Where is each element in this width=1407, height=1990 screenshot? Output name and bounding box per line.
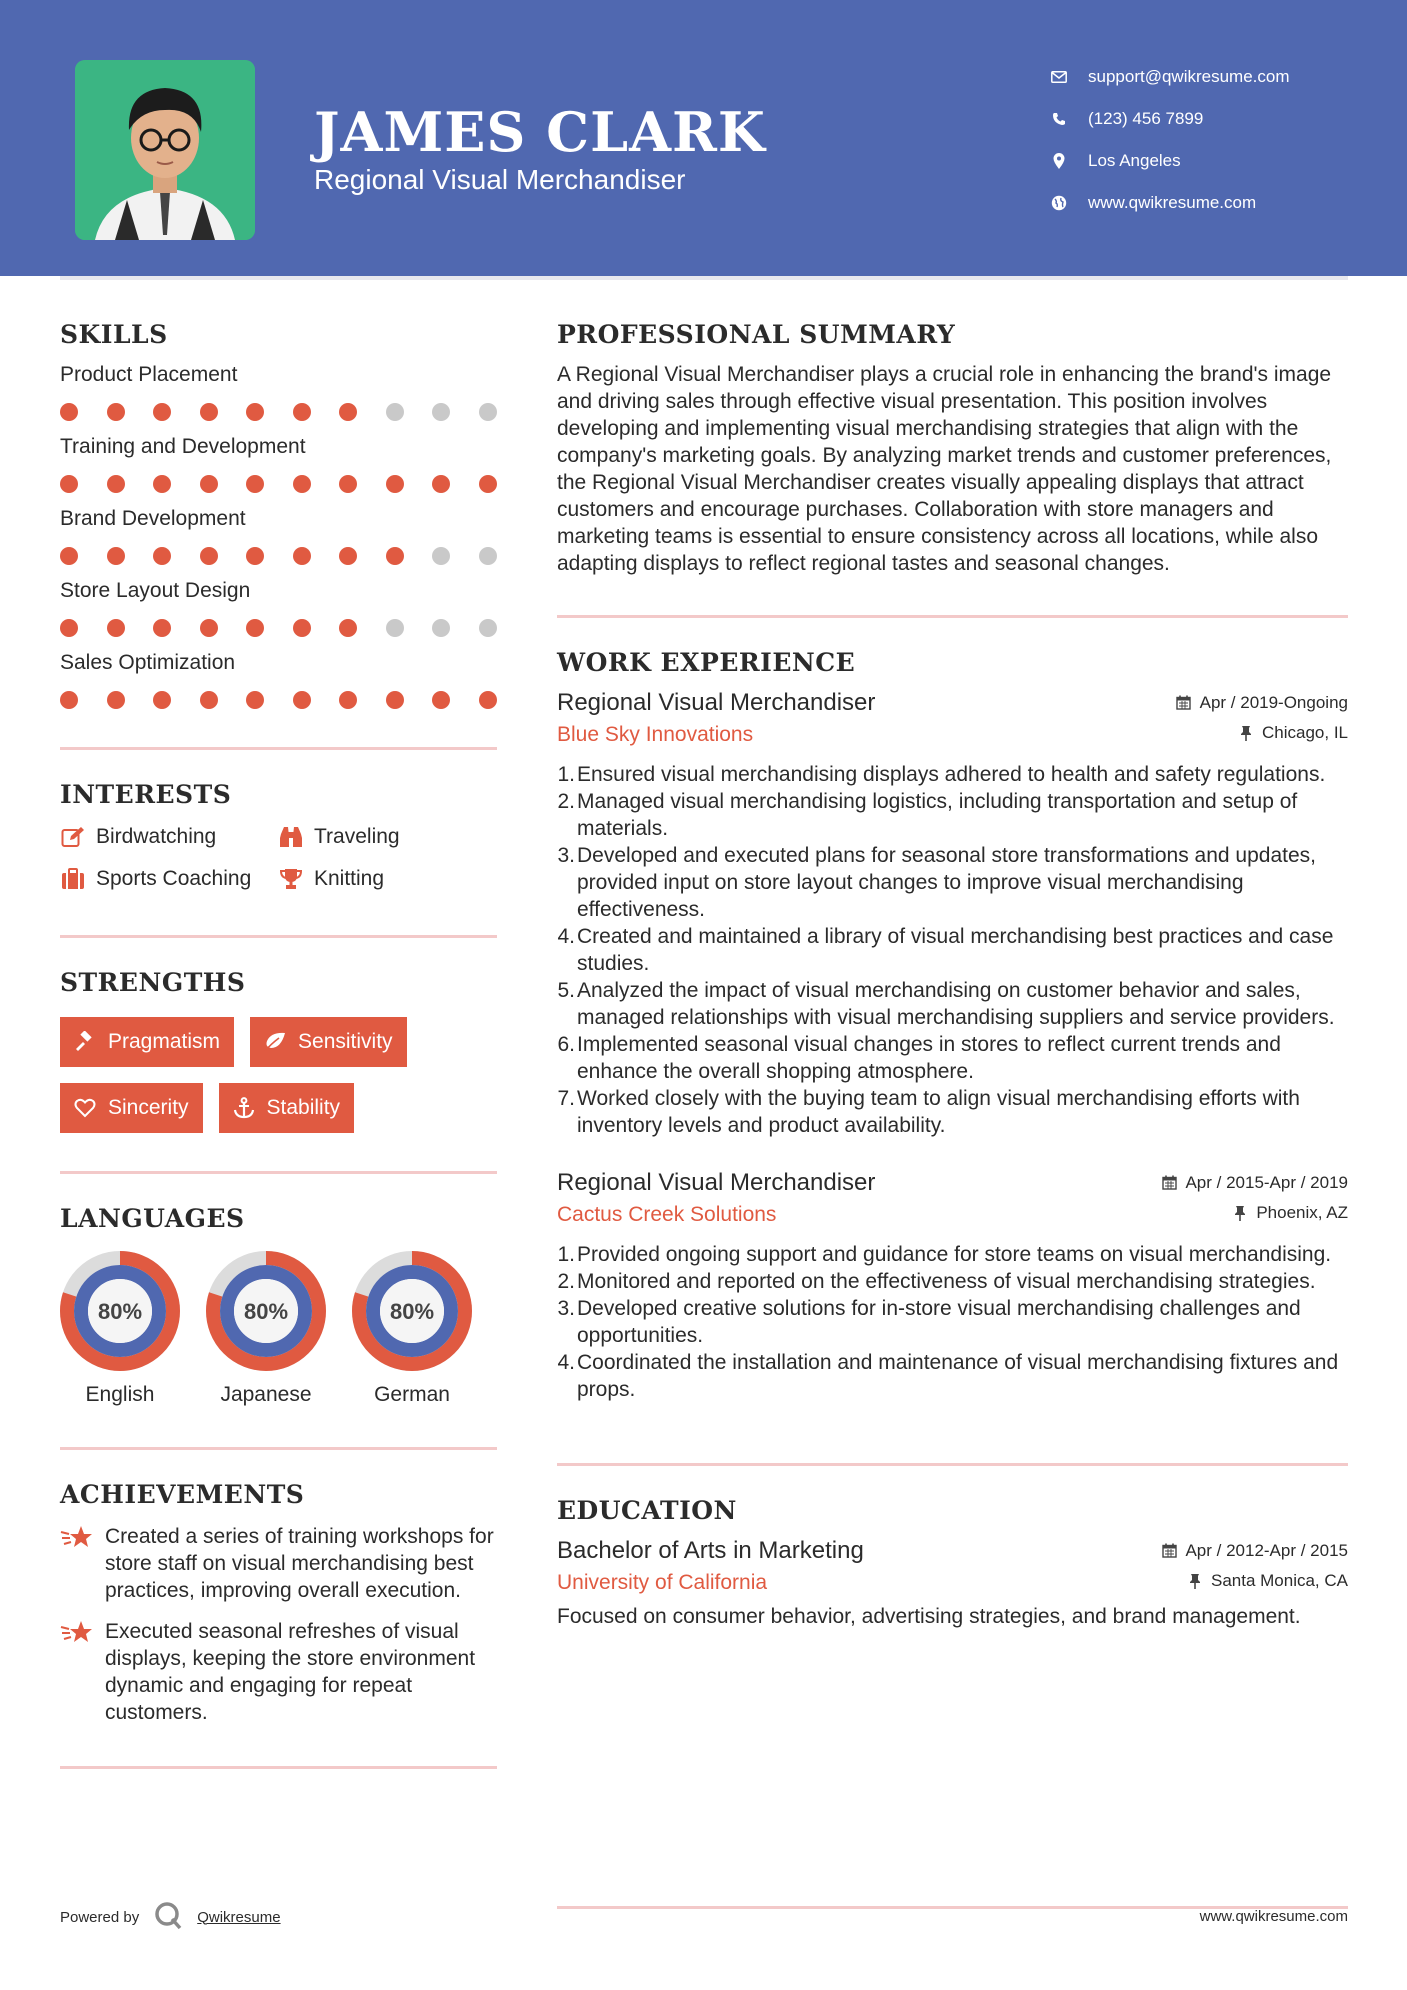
job-company: Blue Sky Innovations bbox=[557, 723, 754, 746]
skill-name: Store Layout Design bbox=[60, 579, 251, 602]
qwikresume-link[interactable]: Qwikresume bbox=[197, 1908, 281, 1926]
phone-icon bbox=[1050, 110, 1068, 128]
job-bullet: 5. Analyzed the impact of visual merchandising on customer behavior and sales, managed relationships with visual merchandising suppliers and service providers. bbox=[557, 979, 1335, 1029]
languages-section bbox=[60, 1204, 497, 1407]
contact-phone-text: (123) 456 7899 bbox=[1088, 109, 1204, 128]
map-pin-icon bbox=[1050, 152, 1068, 170]
achievement-item bbox=[60, 1618, 497, 1726]
experience-section bbox=[557, 648, 1348, 1403]
globe-icon bbox=[1050, 194, 1068, 212]
anchor-icon bbox=[231, 1096, 257, 1120]
trophy-icon bbox=[278, 867, 304, 891]
skill-rating bbox=[60, 403, 497, 421]
resume-header bbox=[0, 0, 1407, 276]
skill-dot bbox=[386, 691, 404, 709]
skill-dot bbox=[107, 547, 125, 565]
education-section bbox=[557, 1496, 1348, 1630]
skill-dot bbox=[107, 403, 125, 421]
strength-label: Stability bbox=[266, 1096, 341, 1119]
language-name: English bbox=[85, 1383, 155, 1406]
job-location bbox=[1232, 1203, 1348, 1223]
job-location-text: Chicago, IL bbox=[1262, 723, 1348, 742]
skill-item bbox=[60, 435, 497, 493]
job-company: Cactus Creek Solutions bbox=[557, 1203, 777, 1226]
section-divider bbox=[60, 935, 497, 938]
skill-dot bbox=[153, 475, 171, 493]
skill-dot bbox=[60, 619, 78, 637]
skill-rating bbox=[60, 475, 497, 493]
strength-tag bbox=[60, 1083, 203, 1133]
job-bullet: 4. Created and maintained a library of visual merchandising best practices and case studies. bbox=[557, 925, 1334, 975]
education-school: University of California bbox=[557, 1571, 768, 1594]
language-item bbox=[60, 1251, 180, 1407]
skill-item bbox=[60, 579, 497, 637]
education-date bbox=[1161, 1541, 1348, 1561]
qwikresume-logo-icon bbox=[153, 1900, 183, 1934]
calendar-icon bbox=[1161, 1175, 1177, 1191]
job-location-text: Phoenix, AZ bbox=[1256, 1203, 1348, 1222]
skill-dot bbox=[479, 403, 497, 421]
strength-tag bbox=[219, 1083, 355, 1133]
strength-tag bbox=[60, 1017, 234, 1067]
skill-name: Sales Optimization bbox=[60, 651, 236, 674]
envelope-icon bbox=[1050, 68, 1068, 86]
person-portrait-icon bbox=[75, 60, 255, 240]
leaf-icon bbox=[262, 1030, 288, 1054]
skill-dot bbox=[432, 619, 450, 637]
skill-dot bbox=[246, 403, 264, 421]
skill-dot bbox=[386, 475, 404, 493]
contact-phone[interactable] bbox=[1050, 98, 1290, 140]
education-location-text: Santa Monica, CA bbox=[1210, 1571, 1348, 1590]
skill-dot bbox=[153, 691, 171, 709]
skill-dot bbox=[153, 619, 171, 637]
skill-dot bbox=[479, 619, 497, 637]
contact-website-text: www.qwikresume.com bbox=[1088, 193, 1257, 212]
powered-by-text: Powered by bbox=[60, 1908, 140, 1926]
gavel-icon bbox=[72, 1030, 98, 1054]
job-bullet: 3. Developed and executed plans for seasonal store transformations and updates, provided input on store layout changes to improve visual merchandising effectiveness. bbox=[557, 844, 1316, 921]
job-date-text: Apr / 2019-Ongoing bbox=[1199, 692, 1348, 712]
experience-title: WORK EXPERIENCE bbox=[557, 648, 856, 677]
pushpin-icon bbox=[1238, 725, 1254, 741]
education-date-text: Apr / 2012-Apr / 2015 bbox=[1185, 1540, 1348, 1560]
skill-dot bbox=[200, 475, 218, 493]
calendar-icon bbox=[1161, 1543, 1177, 1559]
skill-dot bbox=[153, 403, 171, 421]
interest-label: Knitting bbox=[314, 867, 385, 890]
skill-dot bbox=[479, 475, 497, 493]
language-percent: 80% bbox=[389, 1299, 435, 1324]
language-item bbox=[206, 1251, 326, 1407]
skill-rating bbox=[60, 691, 497, 709]
skill-rating bbox=[60, 547, 497, 565]
skills-title: SKILLS bbox=[60, 320, 168, 349]
right-column bbox=[557, 320, 1348, 1630]
strength-tag bbox=[250, 1017, 407, 1067]
skill-dot bbox=[339, 475, 357, 493]
calendar-icon bbox=[1176, 695, 1192, 711]
language-ring bbox=[206, 1251, 326, 1371]
skill-dot bbox=[200, 619, 218, 637]
interest-label: Birdwatching bbox=[96, 825, 217, 848]
job-role: Regional Visual Merchandiser bbox=[557, 1169, 876, 1196]
language-ring bbox=[352, 1251, 472, 1371]
footer-branding bbox=[60, 1900, 281, 1934]
contact-location bbox=[1050, 140, 1290, 182]
education-degree: Bachelor of Arts in Marketing bbox=[557, 1537, 864, 1564]
skill-dot bbox=[293, 691, 311, 709]
job-bullet: 3. Developed creative solutions for in-store visual merchandising challenges and opportunities. bbox=[557, 1297, 1301, 1347]
summary-text: A Regional Visual Merchandiser plays a crucial role in enhancing the brand's image and driving sales through effective visual presentation. This position involves developing and implementing visual merchandising strategies that align with the company's marketing goals. By analyzing market trends and customer preferences, the Regional Visual Merchandiser creates visually appealing displays that attract customers and encourage purchases. Collaboration with store managers and marketing teams is essential to ensure consistency across all locations, while also adapting displays to reflect regional tastes and seasonal changes. bbox=[557, 363, 1332, 575]
strength-label: Sensitivity bbox=[298, 1030, 393, 1053]
skill-name: Brand Development bbox=[60, 507, 246, 530]
skill-dot bbox=[200, 547, 218, 565]
education-entry bbox=[557, 1537, 1348, 1630]
skill-dot bbox=[107, 619, 125, 637]
skill-item bbox=[60, 507, 497, 565]
skill-dot bbox=[432, 547, 450, 565]
achievement-text: Created a series of training workshops for store staff on visual merchandising best practices, improving overall execution. bbox=[105, 1525, 494, 1602]
achievement-item bbox=[60, 1523, 497, 1604]
job-bullet: 1. Ensured visual merchandising displays adhered to health and safety regulations. bbox=[557, 763, 1326, 786]
skill-dot bbox=[246, 547, 264, 565]
job-entry bbox=[557, 1169, 1348, 1403]
section-divider bbox=[60, 1766, 497, 1769]
contact-email-text: support@qwikresume.com bbox=[1088, 67, 1290, 86]
skill-dot bbox=[479, 547, 497, 565]
education-text: Focused on consumer behavior, advertising strategies, and brand management. bbox=[557, 1605, 1301, 1628]
job-bullet: 2. Monitored and reported on the effectiveness of visual merchandising strategies. bbox=[557, 1270, 1316, 1293]
language-percent: 80% bbox=[97, 1299, 143, 1324]
skill-dot bbox=[386, 403, 404, 421]
job-bullets bbox=[557, 1241, 1348, 1403]
strengths-title: STRENGTHS bbox=[60, 968, 246, 997]
skill-dot bbox=[107, 475, 125, 493]
skill-dot bbox=[107, 691, 125, 709]
summary-section bbox=[557, 320, 1348, 577]
skill-dot bbox=[479, 691, 497, 709]
contact-email[interactable] bbox=[1050, 56, 1290, 98]
left-column bbox=[60, 320, 497, 1769]
skill-name: Product Placement bbox=[60, 363, 238, 386]
skill-dot bbox=[293, 547, 311, 565]
skill-dot bbox=[339, 691, 357, 709]
job-date bbox=[1161, 1173, 1348, 1193]
skill-dot bbox=[200, 403, 218, 421]
interests-section bbox=[60, 780, 497, 891]
section-divider bbox=[60, 1171, 497, 1174]
language-name: German bbox=[374, 1383, 450, 1406]
candidate-title: Regional Visual Merchandiser bbox=[314, 164, 686, 195]
education-title: EDUCATION bbox=[557, 1496, 737, 1525]
skill-dot bbox=[60, 691, 78, 709]
strength-label: Pragmatism bbox=[108, 1030, 221, 1053]
skill-rating bbox=[60, 619, 497, 637]
skill-dot bbox=[293, 619, 311, 637]
candidate-name: JAMES CLARK bbox=[314, 100, 766, 164]
section-divider bbox=[557, 615, 1348, 618]
job-role: Regional Visual Merchandiser bbox=[557, 689, 876, 716]
briefcase-icon bbox=[60, 867, 86, 891]
job-bullet: 4. Coordinated the installation and maintenance of visual merchandising fixtures and props. bbox=[557, 1351, 1339, 1401]
language-ring bbox=[60, 1251, 180, 1371]
skill-dot bbox=[246, 619, 264, 637]
job-entry bbox=[557, 689, 1348, 1139]
section-divider bbox=[60, 747, 497, 750]
section-divider bbox=[60, 1447, 497, 1450]
skill-item bbox=[60, 363, 497, 421]
skill-dot bbox=[153, 547, 171, 565]
achievement-text: Executed seasonal refreshes of visual displays, keeping the store environment dynamic and engaging for repeat customers. bbox=[105, 1620, 476, 1724]
shooting-star-icon bbox=[60, 1523, 94, 1553]
skill-dot bbox=[432, 691, 450, 709]
binoculars-icon bbox=[278, 825, 304, 849]
skill-dot bbox=[60, 547, 78, 565]
achievements-section bbox=[60, 1480, 497, 1726]
job-bullet: 7. Worked closely with the buying team to align visual merchandising efforts with inventory levels and product availability. bbox=[557, 1087, 1300, 1137]
skill-dot bbox=[432, 403, 450, 421]
skill-dot bbox=[339, 619, 357, 637]
language-item bbox=[352, 1251, 472, 1407]
skill-dot bbox=[386, 547, 404, 565]
job-bullets bbox=[557, 761, 1348, 1139]
strength-label: Sincerity bbox=[108, 1096, 189, 1119]
languages-title: LANGUAGES bbox=[60, 1204, 245, 1233]
skills-section bbox=[60, 320, 497, 709]
contact-location-text: Los Angeles bbox=[1088, 151, 1181, 170]
footer-website[interactable]: www.qwikresume.com bbox=[1199, 1908, 1348, 1925]
skill-dot bbox=[339, 547, 357, 565]
pushpin-icon bbox=[1232, 1205, 1248, 1221]
section-divider bbox=[557, 1463, 1348, 1466]
contact-website[interactable] bbox=[1050, 182, 1290, 224]
strengths-section bbox=[60, 968, 497, 1133]
interests-title: INTERESTS bbox=[60, 780, 232, 809]
heart-icon bbox=[72, 1096, 98, 1120]
job-bullet: 6. Implemented seasonal visual changes in stores to reflect current trends and enhance the overall shopping atmosphere. bbox=[557, 1033, 1281, 1083]
skill-dot bbox=[246, 691, 264, 709]
interest-item bbox=[278, 825, 497, 849]
job-bullet: 1. Provided ongoing support and guidance for store teams on visual merchandising. bbox=[557, 1243, 1332, 1266]
skill-dot bbox=[60, 403, 78, 421]
contact-list bbox=[1050, 56, 1290, 224]
skill-dot bbox=[432, 475, 450, 493]
summary-title: PROFESSIONAL SUMMARY bbox=[557, 320, 956, 349]
skill-dot bbox=[339, 403, 357, 421]
job-date bbox=[1176, 693, 1348, 713]
interest-label: Sports Coaching bbox=[96, 867, 252, 890]
interest-label: Traveling bbox=[314, 825, 400, 848]
job-date-text: Apr / 2015-Apr / 2019 bbox=[1185, 1172, 1348, 1192]
header-divider bbox=[60, 276, 1348, 280]
skill-dot bbox=[200, 691, 218, 709]
job-bullet: 2. Managed visual merchandising logistics, including transportation and setup of materials. bbox=[557, 790, 1298, 840]
skill-dot bbox=[293, 475, 311, 493]
skill-dot bbox=[246, 475, 264, 493]
education-location bbox=[1187, 1571, 1348, 1591]
pushpin-icon bbox=[1187, 1573, 1203, 1589]
interest-item bbox=[60, 825, 278, 849]
job-location bbox=[1238, 723, 1348, 743]
achievements-title: ACHIEVEMENTS bbox=[60, 1480, 305, 1509]
pencil-square-icon bbox=[60, 825, 86, 849]
skill-dot bbox=[60, 475, 78, 493]
interest-item bbox=[60, 867, 278, 891]
skill-name: Training and Development bbox=[60, 435, 306, 458]
shooting-star-icon bbox=[60, 1618, 94, 1648]
language-percent: 80% bbox=[243, 1299, 289, 1324]
skill-item bbox=[60, 651, 497, 709]
profile-photo bbox=[75, 60, 255, 240]
interest-item bbox=[278, 867, 497, 891]
skill-dot bbox=[386, 619, 404, 637]
skill-dot bbox=[293, 403, 311, 421]
language-name: Japanese bbox=[220, 1383, 312, 1406]
